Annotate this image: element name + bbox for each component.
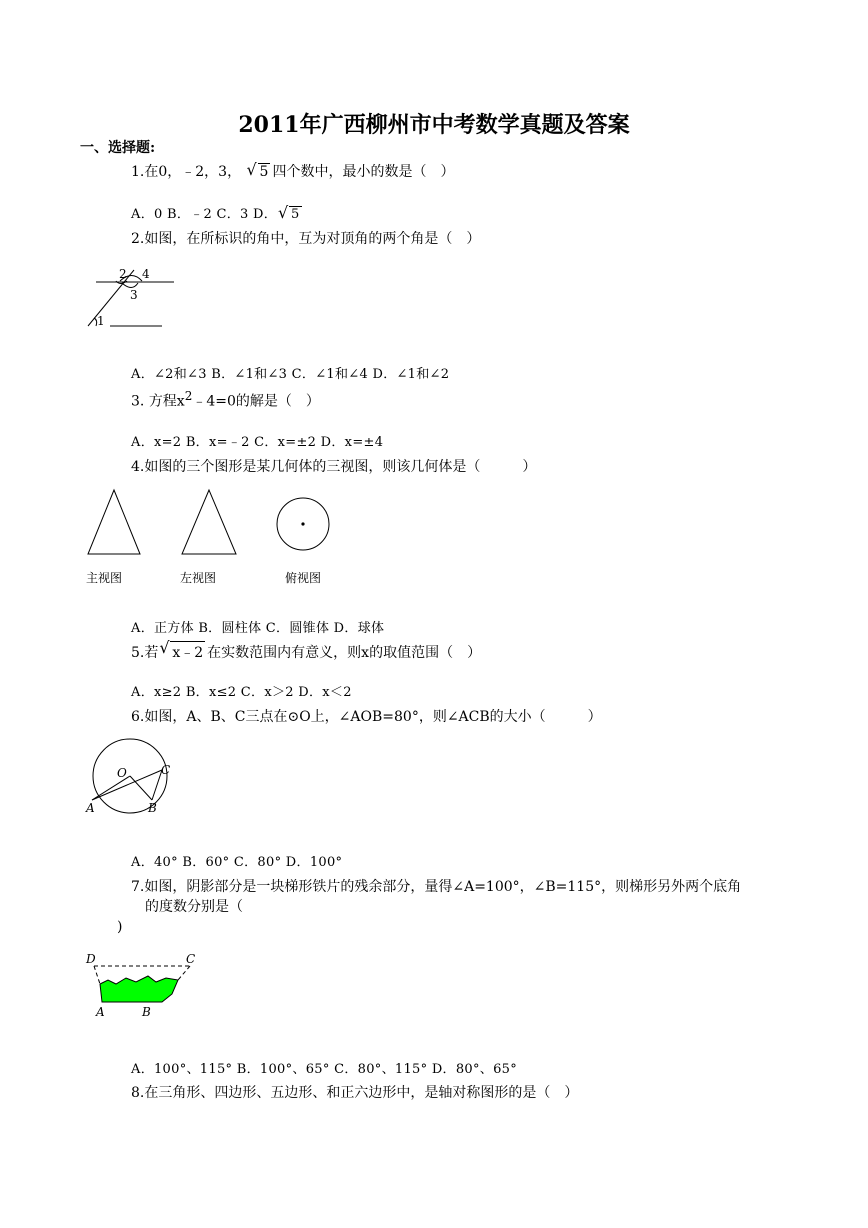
question-7-options: A．100°、115° B．100°、65° C．80°、115° D．80°、65° bbox=[131, 1062, 518, 1077]
view-label-front: 主视图 bbox=[86, 571, 123, 585]
circle-figure bbox=[82, 738, 182, 818]
question-5 bbox=[131, 641, 481, 662]
angle-label-1: 1 bbox=[97, 314, 105, 328]
question-4 bbox=[131, 456, 536, 476]
question-number: 1. bbox=[131, 164, 145, 180]
question-stem: 如图的三个图形是某几何体的三视图，则该几何体是（ ） bbox=[144, 459, 537, 475]
question-stem: 方程x bbox=[148, 393, 185, 410]
point-label-b: B bbox=[148, 801, 157, 815]
question-7-line-3: ) bbox=[117, 919, 123, 935]
page-title: 2011年广西柳州市中考数学真题及答案 bbox=[238, 112, 630, 138]
sqrt-expression: √ 5 bbox=[248, 163, 271, 180]
point-label-a: A bbox=[86, 801, 95, 815]
question-5-options: A．x≥2 B．x≤2 C．x＞2 D．x＜2 bbox=[131, 685, 352, 700]
superscript: 2 bbox=[184, 389, 193, 403]
point-label-a: A bbox=[96, 1005, 105, 1019]
question-stem: 在0，﹣2，3， bbox=[144, 164, 242, 180]
side-view-triangle bbox=[182, 490, 236, 554]
question-number: 8. bbox=[131, 1085, 145, 1101]
section-heading: 一、选择题: bbox=[80, 140, 156, 156]
question-number: 5. bbox=[131, 645, 145, 661]
question-number: 4. bbox=[131, 459, 145, 475]
shaded-trapezoid-remnant bbox=[100, 976, 178, 1002]
point-label-b: B bbox=[142, 1005, 151, 1019]
question-stem-tail: ﹣4=0的解是（ ） bbox=[192, 393, 320, 410]
top-view-center-dot bbox=[301, 522, 304, 525]
three-views-figure bbox=[84, 486, 344, 558]
point-label-d: D bbox=[86, 952, 96, 966]
angle-figure bbox=[82, 262, 182, 334]
question-1 bbox=[131, 161, 454, 181]
question-3 bbox=[131, 389, 320, 411]
trapezoid-figure bbox=[82, 950, 202, 1022]
question-stem-tail: 在实数范围内有意义，则x的取值范围（ ） bbox=[207, 645, 482, 661]
point-label-c: C bbox=[186, 952, 196, 966]
point-label-c: C bbox=[161, 763, 171, 777]
question-4-options: A．正方体 B．圆柱体 C．圆锥体 D．球体 bbox=[131, 621, 385, 636]
question-number: 7. bbox=[131, 879, 145, 895]
question-stem: 如图，A、B、C三点在⊙O上，∠AOB=80°，则∠ACB的大小（ ） bbox=[144, 709, 602, 725]
question-number: 2. bbox=[131, 231, 145, 247]
question-3-options: A．x=2 B．x=﹣2 C．x=±2 D．x=±4 bbox=[131, 435, 384, 450]
view-label-top: 俯视图 bbox=[285, 571, 322, 585]
angle-label-3: 3 bbox=[130, 288, 138, 302]
question-1-options: A．0 B．﹣2 C．3 D．√ 5 bbox=[131, 203, 304, 222]
question-2-options: A．∠2和∠3 B．∠1和∠3 C．∠1和∠4 D．∠1和∠2 bbox=[131, 367, 450, 382]
question-stem: 如图，阴影部分是一块梯形铁片的残余部分，量得∠A=100°，∠B=115°，则梯形另外两个底角 bbox=[144, 879, 742, 895]
question-6 bbox=[131, 706, 602, 726]
question-2 bbox=[131, 228, 480, 248]
question-stem: 如图，在所标识的角中，互为对顶角的两个角是（ ） bbox=[144, 231, 481, 247]
question-7 bbox=[131, 876, 741, 896]
question-8 bbox=[131, 1082, 578, 1102]
question-6-options: A．40° B．60° C．80° D．100° bbox=[131, 855, 343, 870]
question-number: 6. bbox=[131, 709, 145, 725]
question-stem-tail: 四个数中，最小的数是（ ） bbox=[272, 164, 455, 180]
sqrt-expression: √ 5 bbox=[279, 206, 302, 222]
question-7-line-2: 的度数分别是（ bbox=[145, 899, 243, 915]
view-label-left: 左视图 bbox=[180, 571, 217, 585]
angle-label-2: 2 bbox=[119, 267, 127, 281]
sqrt-expression: √ x﹣2 bbox=[160, 641, 205, 662]
angle-label-4: 4 bbox=[142, 267, 150, 281]
question-stem: 若 bbox=[144, 645, 159, 661]
point-label-o: O bbox=[117, 766, 127, 780]
front-view-triangle bbox=[88, 490, 140, 554]
question-number: 3. bbox=[131, 393, 145, 410]
question-stem: 在三角形、四边形、五边形、和正六边形中，是轴对称图形的是（ ） bbox=[144, 1085, 579, 1101]
